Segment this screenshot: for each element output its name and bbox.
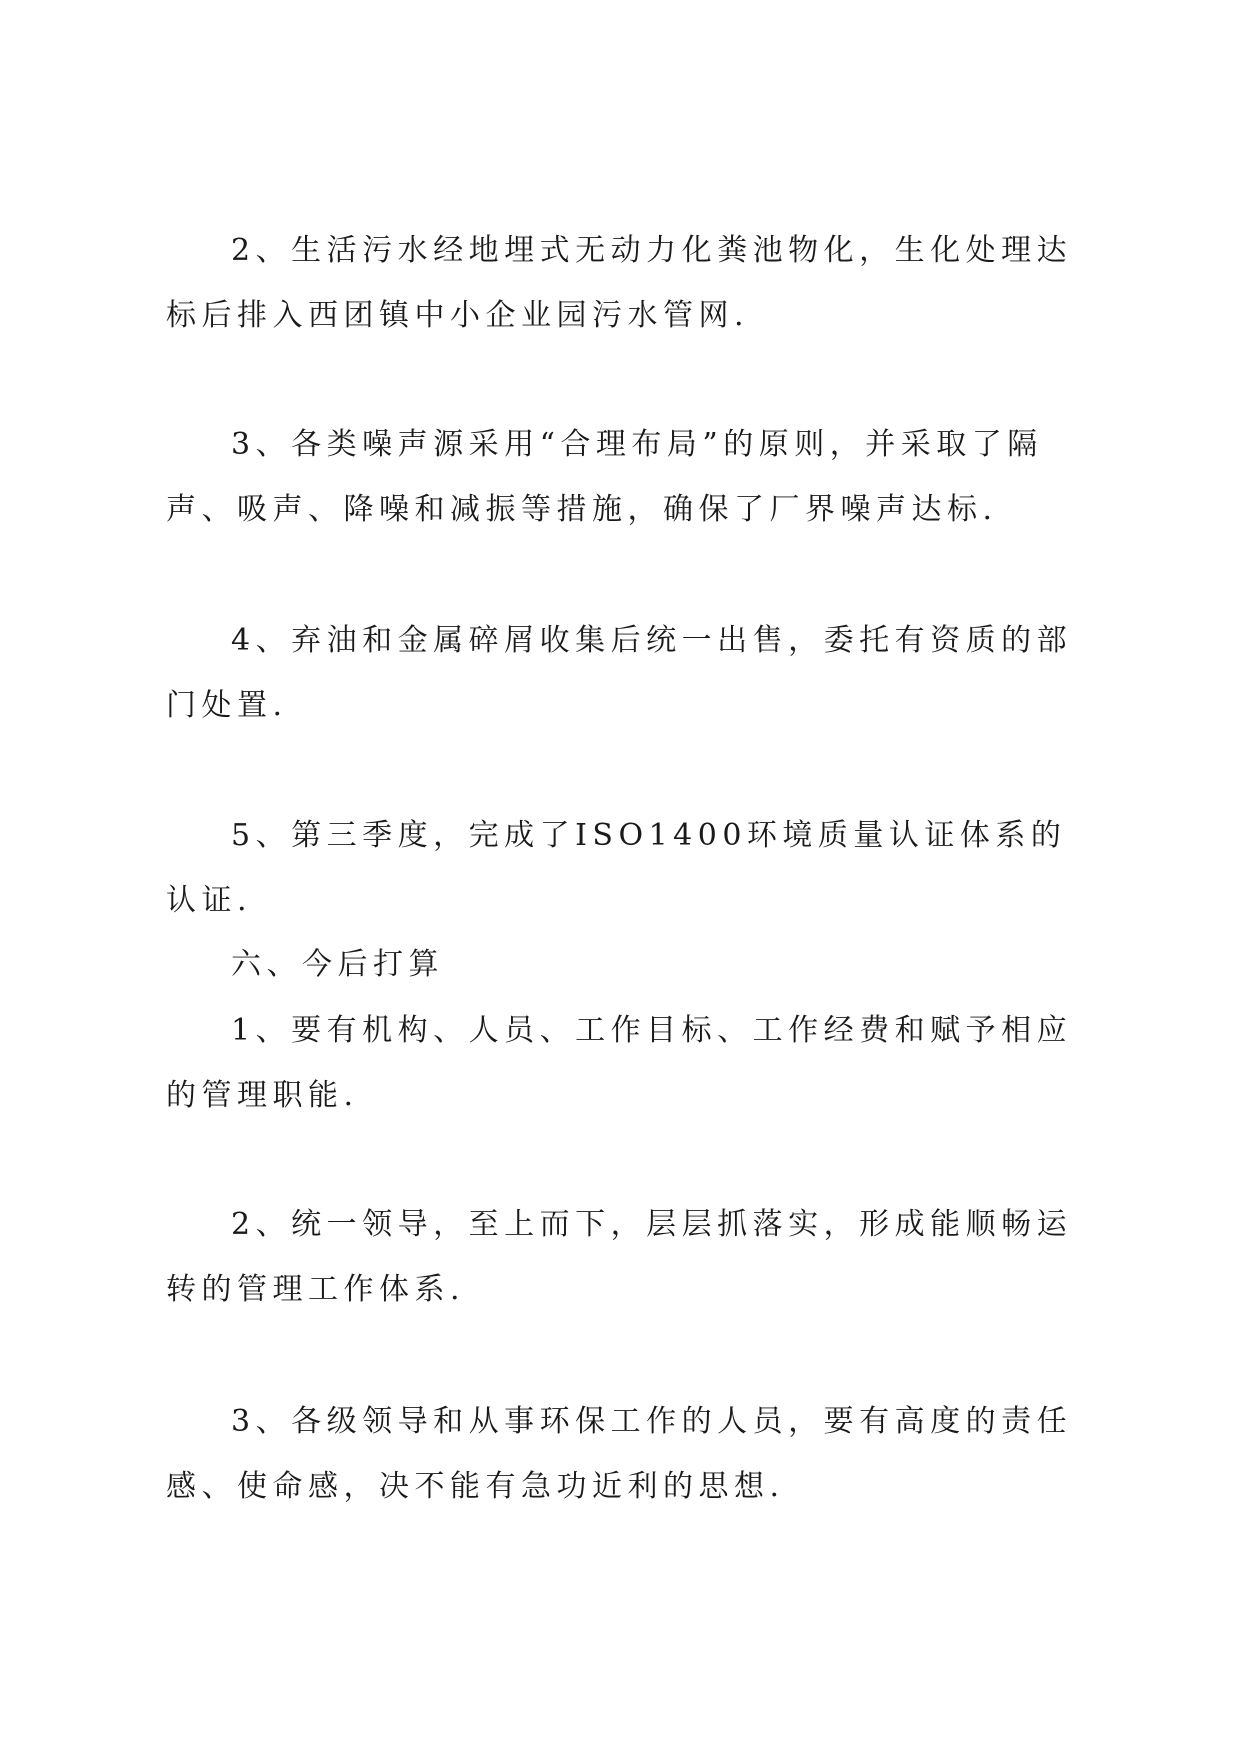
paragraph-plan-3-responsibility: 3、各级领导和从事环保工作的人员，要有高度的责任感、使命感，决不能有急功近利的思想. — [166, 1404, 1073, 1504]
paragraph-plan-2-leadership: 2、统一领导，至上而下，层层抓落实，形成能顺畅运转的管理工作体系. — [166, 1207, 1073, 1307]
paragraph-item-4-waste-oil: 4、弃油和金属碎屑收集后统一出售，委托有资质的部门处置. — [166, 623, 1073, 723]
paragraph-item-3-noise: 3、各类噪声源采用“合理布局”的原则，并采取了隔声、吸声、降噪和减振等措施，确保了厂界噪声达标. — [166, 427, 1043, 527]
paragraph-plan-1-organization: 1、要有机构、人员、工作目标、工作经费和赋予相应的管理职能. — [166, 1013, 1073, 1113]
paragraph-item-5-iso: 5、第三季度，完成了ISO1400环境质量认证体系的认证. — [166, 818, 1067, 918]
section-heading-future-plans: 六、今后打算 — [231, 947, 444, 982]
paragraph-item-2-sewage: 2、生活污水经地埋式无动力化粪池物化，生化处理达标后排入西团镇中小企业园污水管网. — [166, 233, 1073, 333]
